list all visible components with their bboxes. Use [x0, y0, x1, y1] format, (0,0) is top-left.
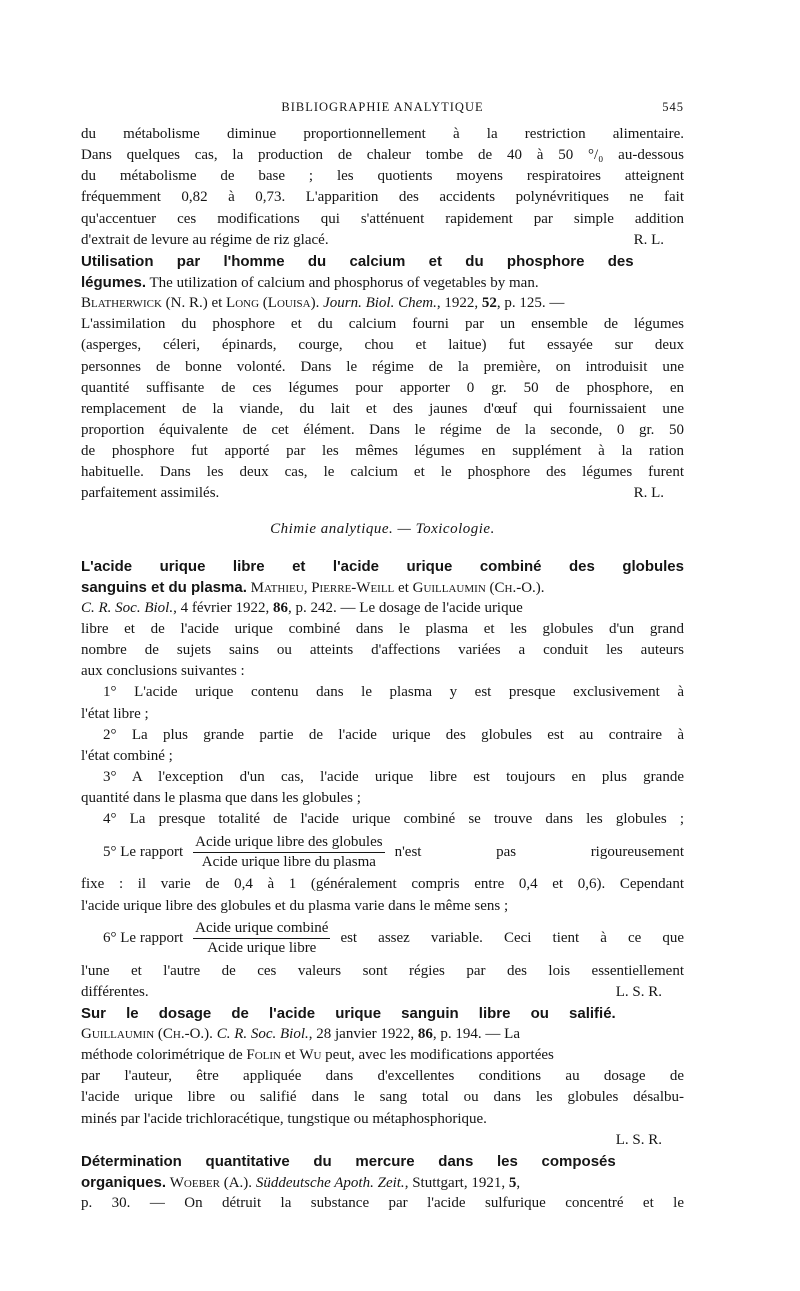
text-line: de phosphore fut apporté par les mêmes légumes en supplément à la ration: [81, 443, 684, 460]
volume: 5: [508, 1175, 517, 1192]
author-initials: (N. R.) et: [161, 295, 227, 312]
text-fragment: parfaitement assimilés.: [81, 485, 220, 502]
article-title-text: organiques.: [81, 1174, 167, 1192]
author-name: Pierre-Weill: [311, 579, 395, 596]
text-line: nombre de sujets sains ou atteints d'affections variées a conduit les auteurs: [81, 642, 684, 659]
article-title-text: sanguins et du plasma.: [81, 578, 247, 596]
fraction-denominator: Acide urique libre du plasma: [201, 853, 376, 870]
text-fragment: méthode colorimétrique de: [81, 1047, 247, 1064]
citation-line: [81, 293, 684, 314]
fraction: [193, 833, 384, 872]
journal-name: C. R. Soc. Biol.: [216, 1026, 309, 1043]
citation-line: [81, 1172, 684, 1193]
punct: ,: [303, 579, 312, 596]
volume: 86: [273, 599, 289, 616]
fraction-numerator: Acide urique libre des globules: [193, 833, 384, 853]
citation-ref: , Stuttgart, 1921,: [404, 1175, 509, 1192]
text-line: [81, 483, 684, 504]
text-line: qu'accentuer ces modifications qui s'atténuent rapidement par simple addition: [81, 210, 684, 227]
abstract-mercure: [81, 1151, 684, 1214]
abstract-dosage-acide-urique: [81, 1003, 684, 1151]
page: [81, 100, 684, 1214]
citation-line: [81, 577, 684, 598]
abstract-calcium-phosphore: [81, 251, 684, 505]
signature: R. L.: [633, 485, 664, 502]
running-title: BIBLIOGRAPHIE ANALYTIQUE: [281, 100, 484, 114]
citation-line: [81, 598, 684, 619]
author-firstname: Louisa: [267, 295, 311, 312]
ratio-label: 6° Le rapport: [103, 930, 184, 947]
article-title-text: légumes.: [81, 273, 147, 291]
author-initials: (Ch.-O.).: [485, 579, 545, 596]
author-name: Folin: [246, 1047, 281, 1064]
text-line: proportion équivalente de cet élément. Dans le régime de la seconde, 0 gr. 50: [81, 421, 684, 438]
signature: L. S. R.: [615, 1131, 662, 1148]
page-number: 545: [662, 100, 684, 114]
volume: 52: [481, 295, 497, 312]
text-line: minés par l'acide trichloracétique, tungstique ou métaphosphorique.: [81, 1110, 487, 1127]
page-body: [81, 124, 684, 1214]
text-line: [81, 230, 684, 251]
list-item: 3° A l'exception d'un cas, l'acide urique libre est toujours en plus grande: [103, 768, 684, 785]
citation-ref: , p. 194. — La: [432, 1026, 520, 1043]
text-line: (asperges, céleri, épinards, courge, chou et laitue) fut essayée sur deux: [81, 337, 684, 354]
text-line: personnes de bonne volonté. Dans le régime de la première, on introduisit une: [81, 358, 684, 375]
text-line: fixe : il varie de 0,4 à 1 (généralement compris entre 0,4 et 0,6). Cependant: [81, 876, 684, 893]
list-item-ratio-6: [81, 917, 684, 961]
author-initials: (Ch.-O.).: [154, 1026, 217, 1043]
article-title: [81, 1003, 684, 1024]
citation-ref: , 1922,: [436, 295, 482, 312]
text-line: aux conclusions suivantes :: [81, 663, 245, 680]
text-line: quantité dans le plasma que dans les globules ;: [81, 790, 361, 807]
ratio-tail: n'est pas rigoureusement: [394, 843, 684, 860]
list-item: 2° La plus grande partie de l'acide urique des globules est au contraire à: [103, 726, 684, 743]
english-title: The utilization of calcium and phosphorus of vegetables by man.: [146, 274, 539, 291]
text-line: p. 30. — On détruit la substance par l'acide sulfurique concentré et le: [81, 1195, 684, 1212]
author-name: Wu: [299, 1047, 322, 1064]
text-line: l'acide urique libre ou salifié dans le sang total ou dans les globules désalbu-: [81, 1089, 684, 1106]
article-title-text: Détermination quantitative du mercure dans les composés: [81, 1152, 616, 1170]
volume: 86: [417, 1026, 433, 1043]
text-line: quantité suffisante de ces légumes pour apporter 0 gr. 50 de phosphore, en: [81, 379, 684, 396]
abstract-continuation: [81, 124, 684, 251]
citation-ref: , 28 janvier 1922,: [308, 1026, 418, 1043]
article-title-text: Sur le dosage de l'acide urique sanguin libre ou salifié.: [81, 1004, 616, 1022]
signature: R. L.: [633, 231, 664, 248]
ratio-label: 5° Le rapport: [103, 843, 184, 860]
abstract-acide-urique-globules: [81, 556, 684, 1003]
text-line: l'état combiné ;: [81, 747, 173, 764]
text-line: libre et de l'acide urique combiné dans le plasma et les globules d'un grand: [81, 620, 684, 637]
text-line: habituelle. Dans les deux cas, le calcium et le phosphore des légumes furent: [81, 464, 684, 481]
text-line: l'une et l'autre de ces valeurs sont régies par des lois essentiellement: [81, 962, 684, 979]
text-fragment: d'extrait de levure au régime de riz glacé.: [81, 231, 329, 248]
author-name: Blatherwick: [81, 295, 162, 312]
ratio-tail: est assez variable. Ceci tient à ce que: [340, 930, 684, 947]
article-title: [81, 556, 684, 577]
citation-ref: , p. 242. — Le dosage de l'acide urique: [288, 599, 523, 616]
author-name: Guillaumin: [412, 579, 486, 596]
citation-ref: ,: [516, 1175, 521, 1192]
text-line: Dans quelques cas, la production de chaleur tombe de 40 à 50 °/₀ au-dessous: [81, 147, 684, 164]
text-line: l'état libre ;: [81, 705, 149, 722]
citation-line: [81, 1024, 684, 1045]
punct: (: [259, 295, 268, 312]
signature: L. S. R.: [615, 983, 662, 1000]
author-name: Woeber: [169, 1175, 220, 1192]
text-line: [81, 272, 684, 293]
fraction-denominator: Acide urique libre: [207, 940, 317, 957]
article-title-text: L'acide urique libre et l'acide urique combiné des globules: [81, 557, 684, 575]
article-title: [81, 1151, 684, 1172]
article-title: [81, 251, 684, 272]
citation-ref: , p. 125. —: [496, 295, 565, 312]
punct: et: [394, 579, 413, 596]
article-title-text: Utilisation par l'homme du calcium et du phosphore des: [81, 252, 634, 270]
text-fragment: et: [280, 1047, 300, 1064]
list-item-ratio-5: [81, 830, 684, 874]
section-heading: Chimie analytique. — Toxicologie.: [270, 520, 495, 537]
text-fragment: différentes.: [81, 983, 149, 1000]
list-item: 1° L'acide urique contenu dans le plasma y est presque exclusivement à: [103, 684, 684, 701]
journal-name: C. R. Soc. Biol.: [81, 599, 174, 616]
text-line: par l'auteur, être appliquée dans d'excellentes conditions au dosage de: [81, 1068, 684, 1085]
author-name: Guillaumin: [81, 1026, 155, 1043]
author-name: Mathieu: [250, 579, 304, 596]
text-line: du métabolisme de base ; les quotients moyens respiratoires atteignent: [81, 168, 684, 185]
fraction-numerator: Acide urique combiné: [193, 919, 330, 939]
citation-ref: , 4 février 1922,: [173, 599, 274, 616]
fraction: [193, 919, 330, 958]
text-line: [81, 982, 684, 1003]
author-name: Long: [226, 295, 260, 312]
author-initials: (A.).: [219, 1175, 256, 1192]
text-fragment: peut, avec les modifications apportées: [321, 1047, 554, 1064]
text-line: [81, 1045, 684, 1066]
text-line: l'acide urique libre des globules et du plasma varie dans le même sens ;: [81, 897, 509, 914]
text-line: fréquemment 0,82 à 0,73. L'apparition des accidents polynévritiques ne fait: [81, 189, 684, 206]
punct: ).: [310, 295, 324, 312]
journal-name: Süddeutsche Apoth. Zeit.: [255, 1175, 405, 1192]
running-header: [81, 100, 684, 120]
text-line: L'assimilation du phosphore et du calcium fourni par un ensemble de légumes: [81, 316, 684, 333]
journal-name: Journ. Biol. Chem.: [323, 295, 437, 312]
list-item: 4° La presque totalité de l'acide urique combiné se trouve dans les globules ;: [103, 811, 684, 828]
text-line: [81, 1130, 684, 1151]
text-line: du métabolisme diminue proportionnellement à la restriction alimentaire.: [81, 126, 684, 142]
text-line: remplacement de la viande, du lait et des jaunes d'œuf qui fournissaient une: [81, 400, 684, 417]
